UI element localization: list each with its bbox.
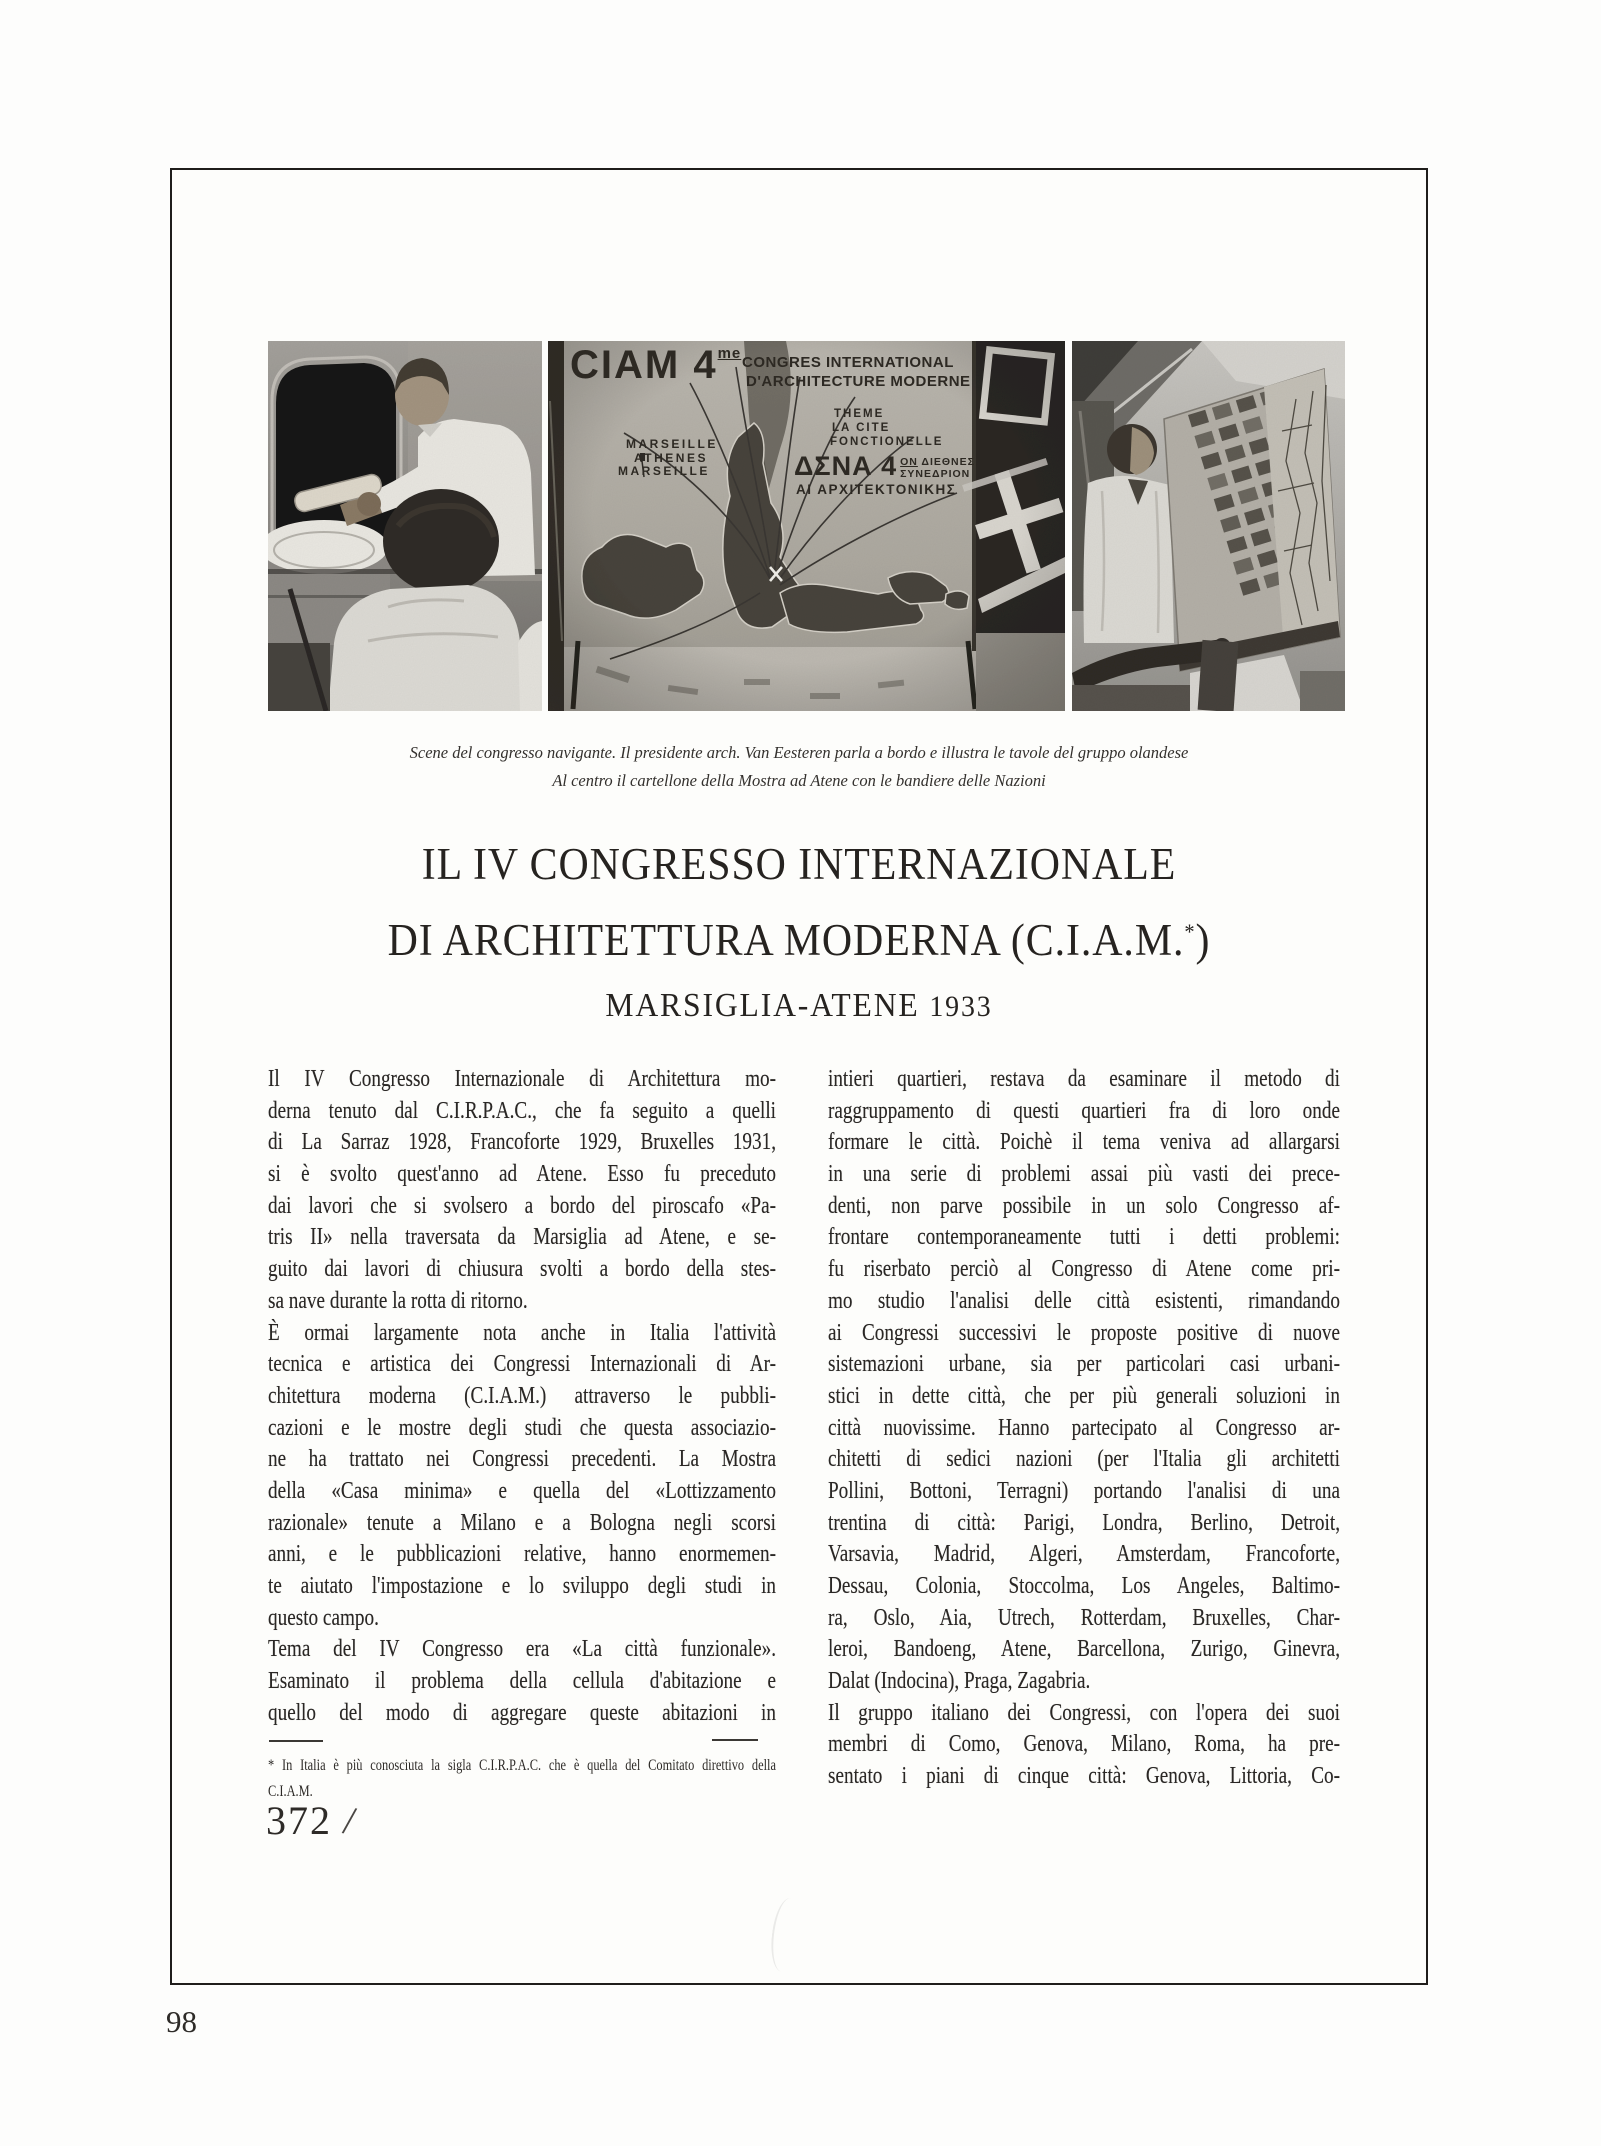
- text-line: in una serie di problemi assai più vasti dei prece-: [828, 1161, 1340, 1188]
- poster-route-line3: MARSEILLE: [618, 464, 710, 478]
- poster-theme-line2: LA CITE: [832, 422, 891, 434]
- article-title-line1: IL IV CONGRESSO INTERNAZIONALE: [421, 839, 1177, 889]
- text-line: stici in dette città, che per più generali soluzioni in: [828, 1382, 1340, 1409]
- text-line: chitettura moderna (C.I.A.M.) attraverso le pubbli-: [268, 1382, 776, 1409]
- text-line: formare le città. Poichè il tema veniva ad allargarsi: [828, 1129, 1340, 1156]
- photo-ciam-poster: [548, 341, 1065, 711]
- article-title-line2-text: DI ARCHITETTURA MODERNA (C.I.A.M.: [387, 915, 1185, 965]
- poster-title-ciam: [570, 343, 741, 388]
- text-line: guito dai lavori di chiusura svolti a bordo della stes-: [268, 1256, 776, 1283]
- text-line: sa nave durante la rotta di ritorno.: [268, 1287, 528, 1314]
- plate-number-mark: /: [340, 1797, 361, 1844]
- article-subtitle: [214, 978, 1384, 1035]
- poster-congres-line1: CONGRES INTERNATIONAL: [742, 354, 954, 371]
- article-title-block: [214, 831, 1384, 1035]
- footnote-rule-right: [712, 1739, 758, 1741]
- poster-route-line2: ATHENES: [634, 450, 708, 465]
- poster-greek-synedrion: ΣΥΝΕΔΡΙΟΝ: [900, 468, 971, 480]
- photo-caption-line2: Al centro il cartellone della Mostra ad Atene con le bandiere delle Nazioni: [552, 770, 1046, 790]
- photo-ship-scene: [268, 341, 542, 711]
- article-title-line2-close: ): [1195, 915, 1211, 965]
- text-line: fu riserbato perciò al Congresso di Atene come pri-: [828, 1256, 1340, 1283]
- text-line: razionale» tenute a Milano e a Bologna negli scorsi: [268, 1509, 776, 1536]
- text-line: È ormai largamente nota anche in Italia l'attività: [268, 1319, 776, 1346]
- text-line: di La Sarraz 1928, Francoforte 1929, Bruxelles 1931,: [268, 1129, 776, 1156]
- ciam-poster-illustration: [548, 341, 1065, 711]
- text-line: ne ha trattato nei Congressi precedenti. La Mostra: [268, 1446, 776, 1473]
- text-line: Dalat (Indocina), Praga, Zagabria.: [828, 1668, 1091, 1695]
- text-line: anni, e le pubblicazioni relative, hanno enormemen-: [268, 1541, 776, 1568]
- poster-ciam-ordinal: me: [717, 345, 742, 362]
- article-column-left: [268, 1064, 776, 1729]
- poster-greek-diethnes: ΔΙΕΘΝΕΣ: [921, 456, 975, 468]
- article-subtitle-year: 1933: [929, 990, 993, 1023]
- text-line: sistemazioni urbane, sia per particolari casi urbani-: [828, 1351, 1340, 1378]
- plate-number-text: 372: [266, 1798, 332, 1843]
- text-line: Tema del IV Congresso era «La città funzionale».: [268, 1636, 776, 1663]
- poster-greek-superscript: [900, 456, 975, 480]
- poster-congres-heading: [742, 353, 971, 391]
- text-line: Varsavia, Madrid, Algeri, Amsterdam, Francoforte,: [828, 1541, 1340, 1568]
- text-line: ai Congressi successivi le proposte positive di nuove: [828, 1319, 1340, 1346]
- poster-greek-on: ΟΝ: [900, 456, 918, 468]
- poster-greek-main: ΔΣΝΑ 4: [794, 451, 898, 481]
- article-column-right: [828, 1064, 1340, 1793]
- text-line: trentina di città: Parigi, Londra, Berlino, Detroit,: [828, 1509, 1340, 1536]
- text-line: mo studio l'analisi delle città esistenti, rimandando: [828, 1287, 1340, 1314]
- text-line: città nuovissime. Hanno partecipato al Congresso ar-: [828, 1414, 1340, 1441]
- text-line: sentato i piani di cinque città: Genova, Littoria, Co-: [828, 1763, 1340, 1790]
- text-line: Il gruppo italiano dei Congressi, con l'opera dei suoi: [828, 1699, 1340, 1726]
- photo-exhibit-board: [1072, 341, 1345, 711]
- text-line: C.I.A.M.: [268, 1783, 313, 1800]
- poster-greek-block: [794, 451, 975, 497]
- article-subtitle-text: MARSIGLIA-ATENE: [605, 987, 920, 1024]
- text-line: Esaminato il problema della cellula d'abitazione e: [268, 1668, 776, 1695]
- photo-caption-line1: Scene del congresso navigante. Il presidente arch. Van Eesteren parla a bordo e illustra le tavole del gruppo olandese: [409, 743, 1189, 762]
- poster-theme-block: [830, 407, 943, 449]
- text-line: tecnica e artistica dei Congressi Internazionali di Ar-: [268, 1351, 776, 1378]
- text-line: derna tenuto dal C.I.R.P.A.C., che fa seguito a quelli: [268, 1097, 776, 1124]
- photo-caption: [170, 739, 1428, 794]
- poster-theme-line1: THEME: [834, 408, 885, 420]
- text-line: questo campo.: [268, 1604, 379, 1631]
- text-line: Pollini, Bottoni, Terragni) portando l'analisi di una: [828, 1477, 1340, 1504]
- text-line: membri di Como, Genova, Milano, Roma, ha pre-: [828, 1731, 1340, 1758]
- plate-number: [266, 1797, 361, 1844]
- poster-congres-line2: D'ARCHITECTURE MODERNE: [746, 373, 971, 390]
- text-line: intieri quartieri, restava da esaminare il metodo di: [828, 1066, 1340, 1092]
- poster-route-block: [618, 438, 718, 479]
- footnote-rule-left: [269, 1740, 323, 1742]
- text-line: ra, Oslo, Aia, Utrech, Rotterdam, Bruxelles, Char-: [828, 1604, 1340, 1631]
- text-line: raggruppamento di questi quartieri fra di loro onde: [828, 1097, 1340, 1124]
- text-line: tris II» nella traversata da Marsiglia ad Atene, e se-: [268, 1224, 776, 1251]
- text-line: Dessau, Colonia, Stoccolma, Los Angeles, Baltimo-: [828, 1573, 1340, 1599]
- text-line: * In Italia è più conosciuta la sigla C.I.R.P.A.C. che è quella del Comitato direttivo della: [268, 1757, 776, 1774]
- text-line: leroi, Bandoeng, Atene, Barcellona, Zurigo, Ginevra,: [828, 1636, 1340, 1663]
- poster-theme-line3: FONCTIONELLE: [830, 436, 944, 448]
- text-line: denti, non parve possibile in un solo Congresso af-: [828, 1192, 1340, 1219]
- exhibit-board-illustration: [1072, 341, 1345, 711]
- footnote-asterisk: *: [1184, 919, 1196, 944]
- text-line: quello del modo di aggregare queste abitazioni in: [268, 1699, 776, 1726]
- text-line: cazioni e le mostre degli studi che questa associazio-: [268, 1414, 776, 1441]
- poster-greek-architektonikis: ΑΙ ΑΡΧΙΤΕΚΤΟΝΙΚΗΣ: [796, 482, 957, 497]
- text-line: dai lavori che si svolsero a bordo del piroscafo «Pa-: [268, 1192, 776, 1219]
- text-line: si è svolto quest'anno ad Atene. Esso fu preceduto: [268, 1161, 776, 1188]
- page-folio-number: 98: [166, 2004, 197, 2039]
- text-line: te aiutato l'impostazione e lo sviluppo degli studi in: [268, 1573, 776, 1599]
- text-line: della «Casa minima» e quella del «Lottizzamento: [268, 1477, 776, 1504]
- article-title-line2: [214, 898, 1384, 974]
- text-line: chitetti di sedici nazioni (per l'Italia gli architetti: [828, 1446, 1340, 1473]
- text-line: frontare contemporaneamente tutti i detti problemi:: [828, 1224, 1340, 1251]
- poster-ciam-text: CIAM 4: [570, 343, 718, 387]
- ship-scene-illustration: [268, 341, 542, 711]
- poster-route-line1: MARSEILLE: [626, 437, 718, 451]
- text-line: Il IV Congresso Internazionale di Architettura mo-: [268, 1066, 776, 1092]
